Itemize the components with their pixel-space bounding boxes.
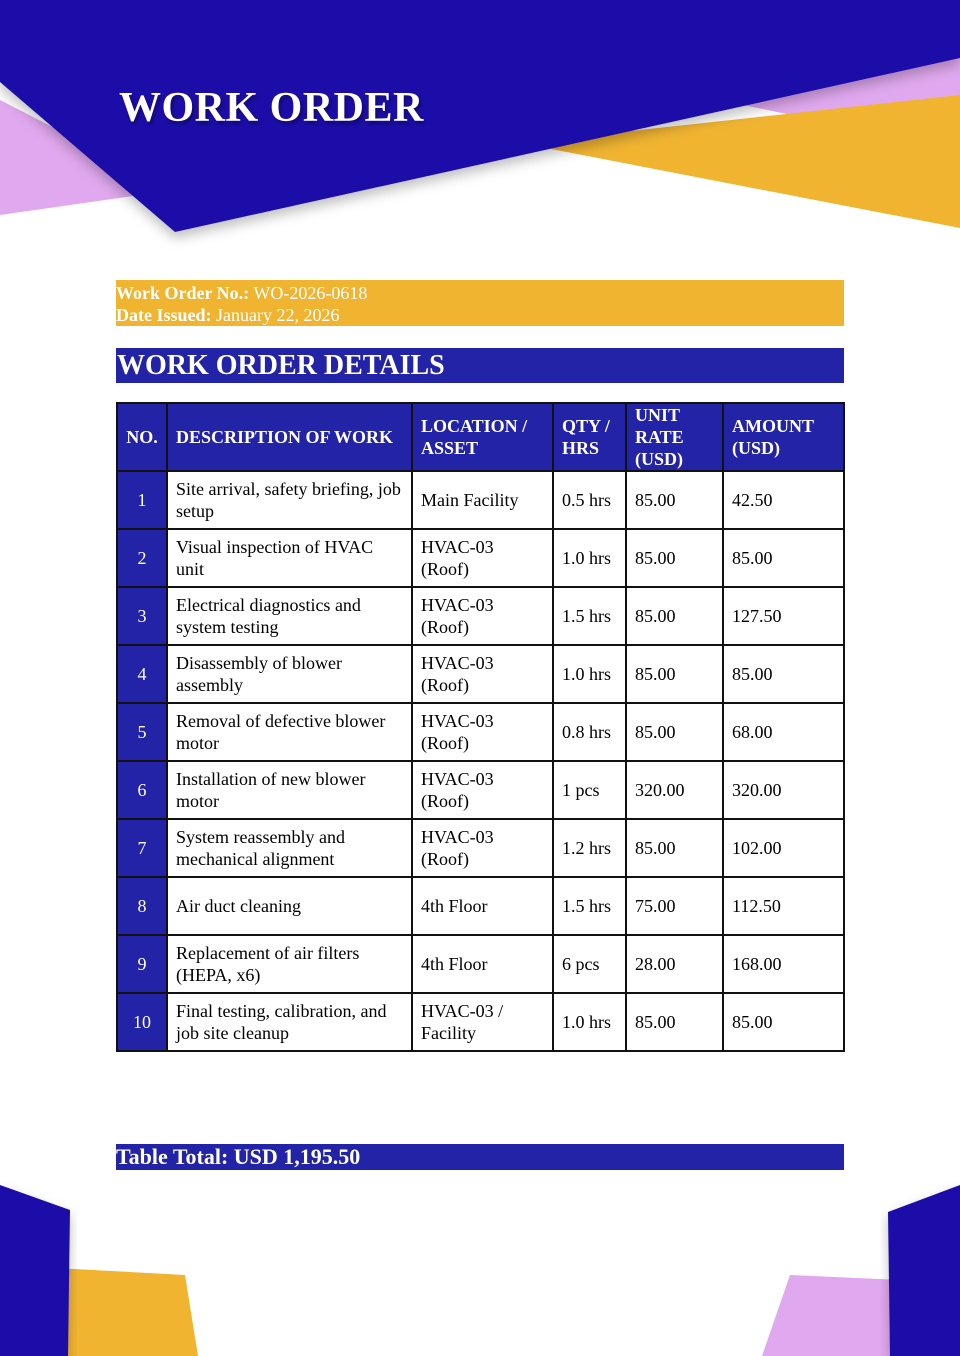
- row-description: System reassembly and mechanical alignment: [167, 819, 412, 877]
- row-amount: 127.50: [723, 587, 844, 645]
- row-qty: 1.5 hrs: [553, 877, 626, 935]
- row-description: Removal of defective blower motor: [167, 703, 412, 761]
- row-description: Site arrival, safety briefing, job setup: [167, 471, 412, 529]
- row-location: 4th Floor: [412, 877, 553, 935]
- row-location: Main Facility: [412, 471, 553, 529]
- table-header-row: [117, 403, 844, 471]
- header-rate: UNIT RATE (USD): [626, 403, 723, 471]
- table-total: Table Total: USD 1,195.50: [116, 1144, 844, 1170]
- row-amount: 320.00: [723, 761, 844, 819]
- row-description: Replacement of air filters (HEPA, x6): [167, 935, 412, 993]
- row-location: HVAC-03 (Roof): [412, 587, 553, 645]
- row-rate: 85.00: [626, 471, 723, 529]
- work-order-number-label: Work Order No.:: [116, 283, 250, 303]
- lavender-shape-bottom-right: [762, 1275, 900, 1356]
- row-no: 7: [117, 819, 167, 877]
- row-no: 8: [117, 877, 167, 935]
- table-row: [117, 819, 844, 877]
- row-no: 1: [117, 471, 167, 529]
- row-qty: 1.2 hrs: [553, 819, 626, 877]
- row-amount: 42.50: [723, 471, 844, 529]
- work-order-info-bar: [116, 280, 844, 326]
- row-qty: 0.8 hrs: [553, 703, 626, 761]
- row-location: HVAC-03 / Facility: [412, 993, 553, 1051]
- row-location: HVAC-03 (Roof): [412, 529, 553, 587]
- row-rate: 85.00: [626, 645, 723, 703]
- table-row: [117, 761, 844, 819]
- row-amount: 68.00: [723, 703, 844, 761]
- row-location: HVAC-03 (Roof): [412, 761, 553, 819]
- row-location: HVAC-03 (Roof): [412, 645, 553, 703]
- row-no: 10: [117, 993, 167, 1051]
- row-description: Air duct cleaning: [167, 877, 412, 935]
- row-qty: 1.0 hrs: [553, 993, 626, 1051]
- table-row: [117, 587, 844, 645]
- row-qty: 0.5 hrs: [553, 471, 626, 529]
- date-issued-label: Date Issued:: [116, 305, 212, 325]
- row-no: 3: [117, 587, 167, 645]
- row-rate: 85.00: [626, 703, 723, 761]
- table-row: [117, 529, 844, 587]
- row-rate: 320.00: [626, 761, 723, 819]
- row-rate: 75.00: [626, 877, 723, 935]
- table-row: [117, 935, 844, 993]
- row-rate: 85.00: [626, 993, 723, 1051]
- row-no: 2: [117, 529, 167, 587]
- row-amount: 85.00: [723, 993, 844, 1051]
- header-no: NO.: [117, 403, 167, 471]
- row-no: 4: [117, 645, 167, 703]
- header-amount: AMOUNT (USD): [723, 403, 844, 471]
- row-description: Final testing, calibration, and job site cleanup: [167, 993, 412, 1051]
- table-row: [117, 471, 844, 529]
- section-title: WORK ORDER DETAILS: [116, 348, 844, 383]
- row-description: Installation of new blower motor: [167, 761, 412, 819]
- page-title: WORK ORDER: [119, 85, 424, 131]
- navy-shape-bottom-left: [0, 1185, 70, 1356]
- date-issued-value: January 22, 2026: [216, 305, 340, 325]
- row-description: Visual inspection of HVAC unit: [167, 529, 412, 587]
- row-amount: 112.50: [723, 877, 844, 935]
- row-qty: 1.0 hrs: [553, 645, 626, 703]
- table-row: [117, 645, 844, 703]
- row-qty: 6 pcs: [553, 935, 626, 993]
- work-order-table: [116, 402, 845, 1052]
- header-description: DESCRIPTION OF WORK: [167, 403, 412, 471]
- row-amount: 168.00: [723, 935, 844, 993]
- work-order-number-value: WO-2026-0618: [253, 283, 368, 303]
- row-qty: 1.5 hrs: [553, 587, 626, 645]
- work-order-number-line: [116, 282, 844, 304]
- row-description: Electrical diagnostics and system testing: [167, 587, 412, 645]
- row-location: 4th Floor: [412, 935, 553, 993]
- table-row: [117, 877, 844, 935]
- row-amount: 102.00: [723, 819, 844, 877]
- row-qty: 1.0 hrs: [553, 529, 626, 587]
- row-rate: 28.00: [626, 935, 723, 993]
- row-rate: 85.00: [626, 529, 723, 587]
- row-amount: 85.00: [723, 529, 844, 587]
- row-description: Disassembly of blower assembly: [167, 645, 412, 703]
- row-location: HVAC-03 (Roof): [412, 819, 553, 877]
- table-row: [117, 993, 844, 1051]
- header-location: LOCATION / ASSET: [412, 403, 553, 471]
- table-row: [117, 703, 844, 761]
- row-location: HVAC-03 (Roof): [412, 703, 553, 761]
- header-qty: QTY / HRS: [553, 403, 626, 471]
- row-amount: 85.00: [723, 645, 844, 703]
- row-rate: 85.00: [626, 587, 723, 645]
- row-rate: 85.00: [626, 819, 723, 877]
- row-no: 5: [117, 703, 167, 761]
- navy-shape-bottom-right: [888, 1185, 960, 1356]
- date-issued-line: [116, 304, 844, 326]
- row-no: 6: [117, 761, 167, 819]
- row-no: 9: [117, 935, 167, 993]
- row-qty: 1 pcs: [553, 761, 626, 819]
